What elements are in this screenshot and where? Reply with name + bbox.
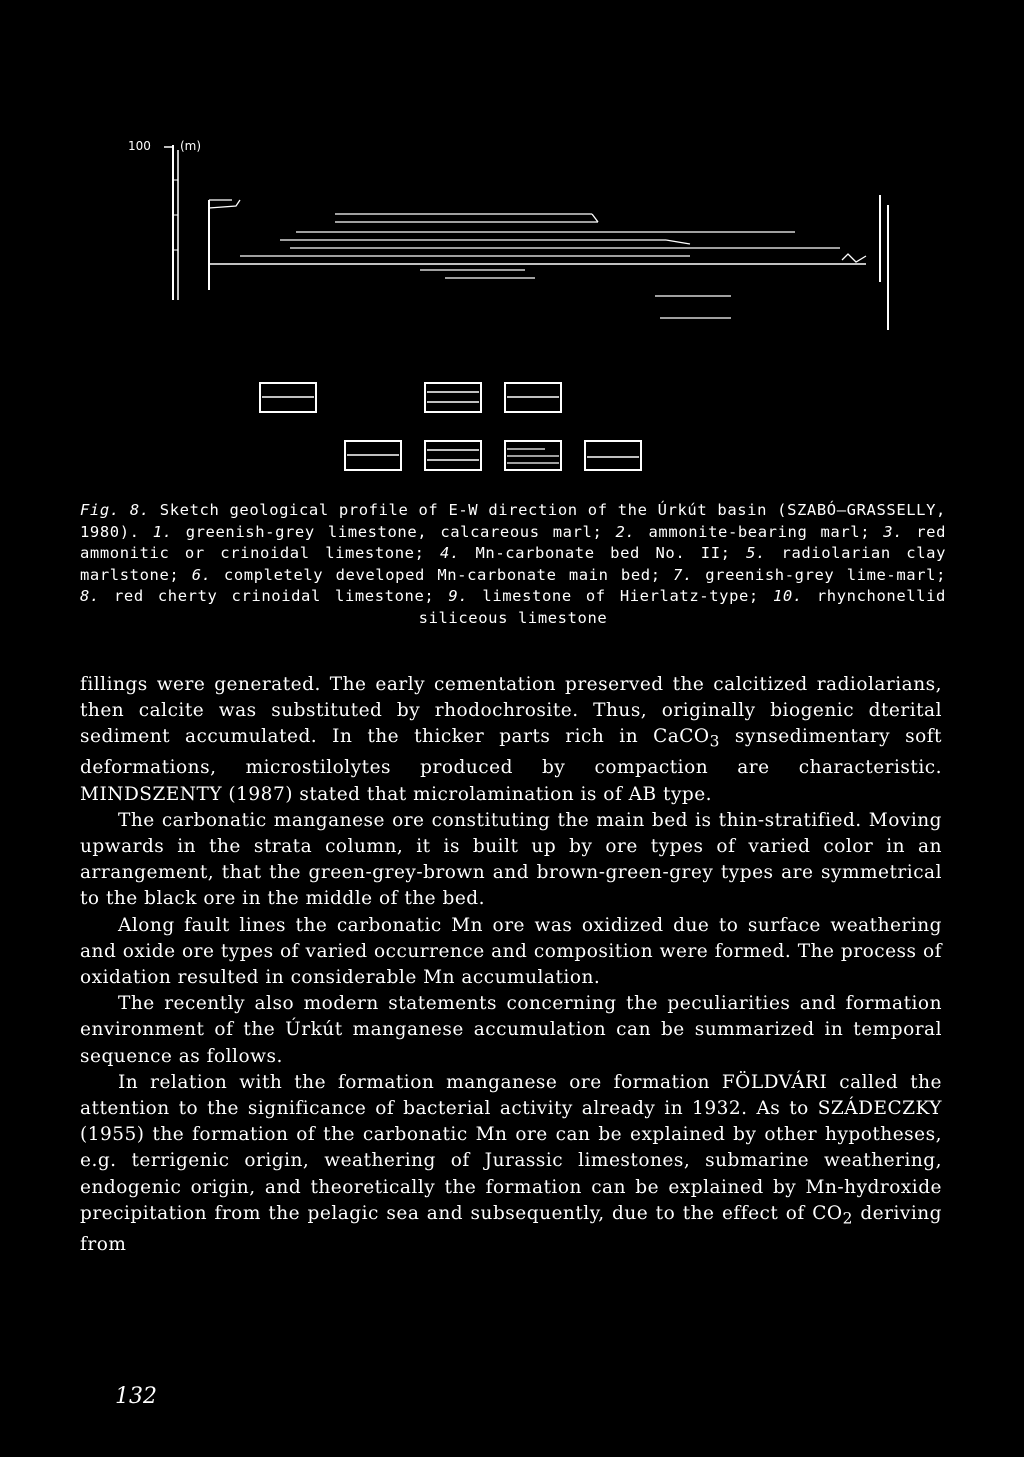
legend-swatch-row-1	[260, 383, 561, 412]
page-number: 132	[115, 1384, 157, 1409]
legend-num-8: 8.	[80, 587, 100, 605]
legend-num-10: 10.	[772, 587, 803, 605]
legend-num-1: 1.	[152, 522, 173, 541]
body-text	[80, 672, 942, 1258]
paragraph-3: Along fault lines the carbonatic Mn ore was oxidized due to surface weathering and oxide ore types of varied occurrence and composition were formed. The process of oxidation resulted in considerable Mn accumulation.	[80, 914, 942, 988]
legend-num-2: 2.	[615, 522, 636, 541]
paragraph-5-part-b: deriving from	[80, 1202, 943, 1255]
scale-unit: (m)	[180, 139, 202, 153]
legend-text-5: radiolarian clay marlstone;	[80, 544, 947, 584]
legend-text-4: Mn-carbonate bed No. II;	[475, 544, 731, 562]
paragraph-1-subscript: 3	[709, 733, 720, 752]
scale-value: 100	[128, 139, 151, 153]
legend-num-6: 6.	[191, 565, 212, 584]
figure-caption	[80, 500, 946, 629]
fig-label: Fig. 8.	[80, 501, 150, 519]
paragraph-5-subscript: 2	[842, 1209, 853, 1228]
legend-text-2: ammonite-bearing marl;	[648, 522, 871, 541]
paragraph-5	[80, 1070, 942, 1258]
legend-text-7: greenish-grey lime-marl;	[705, 565, 947, 584]
legend-text-8: red cherty crinoidal limestone;	[113, 587, 435, 605]
legend-num-5: 5.	[746, 544, 766, 562]
paragraph-1	[80, 672, 942, 808]
legend-swatch-row-2	[345, 441, 641, 470]
legend-text-3: red ammonitic or crinoidal limestone;	[80, 522, 947, 562]
paragraph-1-part-b: synsedimentary soft deformations, microstilolytes produced by compaction are characteristic. MINDSZENTY (1987) stated that microlamination is of AB type.	[80, 726, 942, 805]
legend-text-1: greenish-grey limestone, calcareous marl;	[185, 522, 603, 541]
fig-title: Sketch geological profile of E-W direction of the Úrkút basin (SZABÓ—GRASSELLY, 1980).	[80, 501, 946, 541]
legend-text-6: completely developed Mn-carbonate main bed;	[223, 565, 661, 584]
legend-num-7: 7.	[673, 565, 693, 584]
legend-num-4: 4.	[440, 544, 460, 562]
paragraph-5-part-a: In relation with the formation manganese ore formation FÖLDVÁRI called the attention to the significance of bacterial activity already in 1932. As to SZÁDECZKY (1955) the formation of the carbonatic Mn ore can be explained by other hypotheses, e.g. terrigenic origin, weathering of Jurassic limestones, submarine weathering, endogenic origin, and theoretically the formation can be explained by Mn-hydroxide precipitation from the pelagic sea and subsequently, due to the effect of CO	[80, 1071, 942, 1224]
legend-text-10: rhynchonellid siliceous limestone	[418, 587, 946, 627]
scale-bar	[164, 145, 178, 300]
legend-num-3: 3.	[883, 522, 904, 541]
legend-num-9: 9.	[448, 587, 469, 605]
legend-text-9: limestone of Hierlatz-type;	[482, 587, 759, 605]
profile-section	[209, 195, 888, 330]
paragraph-4: The recently also modern statements concerning the peculiarities and formation environment of the Úrkút manganese accumulation can be summarized in temporal sequence as follows.	[80, 993, 942, 1067]
paragraph-1-part-a: fillings were generated. The early cementation preserved the calcitized radiolarians, then calcite was substituted by rhodochrosite. Thus, originally biogenic dterital sediment accumulated. In the thicker parts rich in CaCO	[80, 674, 942, 748]
paragraph-2: The carbonatic manganese ore constituting the main bed is thin-stratified. Moving upwards in the strata column, it is built up by ore types of varied color in an arrangement, that the green-grey-brown and brown-green-grey types are symmetrical to the black ore in the middle of the bed.	[80, 809, 942, 910]
geological-profile-figure	[0, 0, 1024, 490]
